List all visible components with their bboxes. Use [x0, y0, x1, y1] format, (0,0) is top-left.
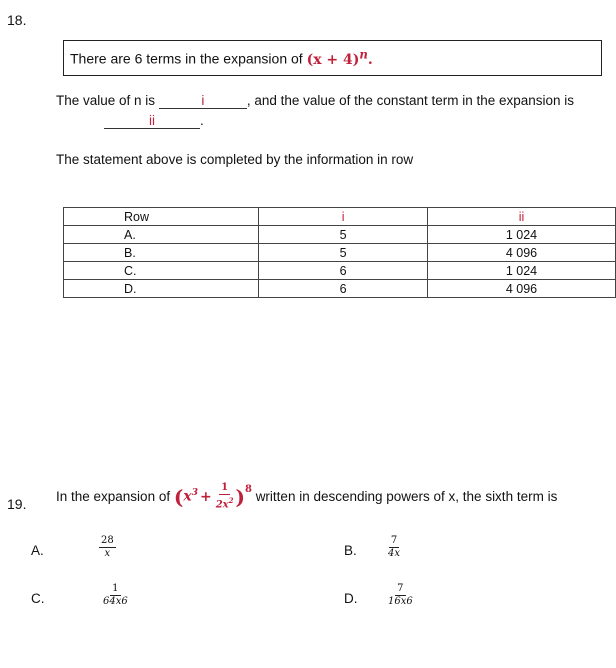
option-d-value[interactable]: $\frac{7}{16x6}$ [388, 583, 413, 607]
completion-prompt: The statement above is completed by the information in row [56, 152, 414, 167]
table-row[interactable]: A. 5 1 024 [64, 226, 616, 244]
blank-i: i [159, 93, 247, 109]
table-row[interactable]: D. 6 4 096 [64, 280, 616, 298]
header-ii: ii [427, 208, 615, 226]
question-number-19: 19. [7, 496, 27, 512]
option-b-value[interactable]: $\frac{7}{4x}$ [388, 535, 401, 559]
question-19-stem: In the expansion of ( $x^3$ + $\frac{1}{2x^2}$ ) $^8$ written in descending powers of x, the sixth term is [56, 482, 558, 511]
answer-table [63, 207, 616, 298]
expression-term: $x^3$ [183, 488, 198, 505]
option-c-label[interactable]: C. [31, 591, 45, 606]
option-a-value[interactable]: $\frac{28}{x}$ [101, 535, 114, 559]
outer-exponent: 8 [244, 484, 252, 495]
question-18-stem: There are 6 terms in the expansion of $(x + 4)^n$. [70, 47, 373, 68]
option-d-label[interactable]: D. [344, 591, 358, 606]
question-number-18: 18. [7, 12, 27, 28]
header-i: i [259, 208, 428, 226]
question-18-sentence-cont: ii . [104, 113, 204, 129]
table-header-row [64, 208, 616, 226]
question-18-sentence: The value of n is i , and the value of the constant term in the expansion is [56, 93, 575, 108]
expansion-expression: $(x + 4)^n$. [306, 47, 373, 68]
header-row: Row [64, 208, 259, 226]
inner-fraction: $\frac{1}{2x^2}$ [215, 482, 234, 511]
blank-ii: ii [104, 113, 200, 129]
table-row[interactable]: B. 5 4 096 [64, 244, 616, 262]
option-a-label[interactable]: A. [31, 543, 44, 558]
table-row[interactable]: C. 6 1 024 [64, 262, 616, 280]
option-c-value[interactable]: $\frac{1}{64x6}$ [103, 583, 128, 607]
option-b-label[interactable]: B. [344, 543, 357, 558]
